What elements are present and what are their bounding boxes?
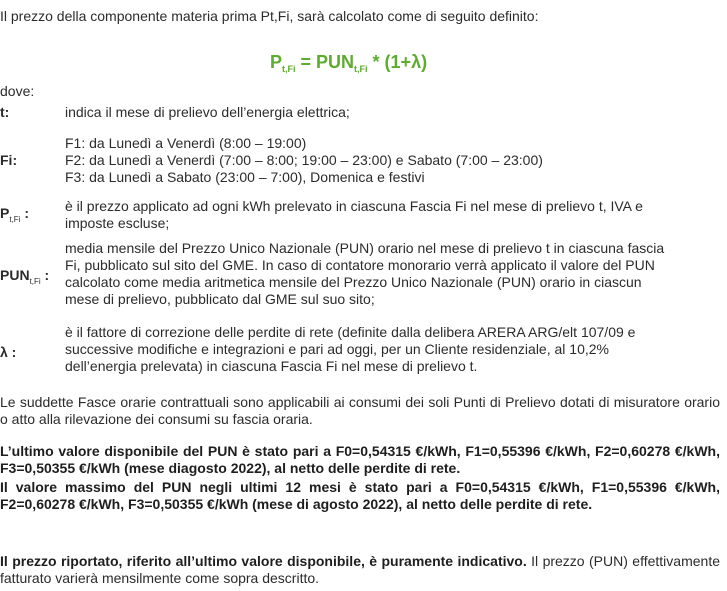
definition-pun-line-1: media mensile del Prezzo Unico Nazionale (PUN) orario nel mese di prelievo t in ciascuna fascia <box>65 240 665 256</box>
prezzo-riportato-normal: Il prezzo (PUN) effettivamente fatturato varierà mensilmente come sopra descritto. <box>0 553 720 586</box>
prezzo-riportato-bold: Il prezzo riportato, riferito all’ultimo valore disponibile, è puramente indicativo. <box>0 553 527 569</box>
intro-text: Il prezzo della componente materia prima Pt,Fi, sarà calcolato come di seguito definito: <box>0 8 539 24</box>
formula-pun-subscript: t,Fi <box>354 64 368 74</box>
definition-lambda-line-3: dell’energia prelevata) in ciascuna Fascia Fi nel mese di prelievo t. <box>65 358 478 374</box>
formula-p: P <box>270 52 283 72</box>
formula-equals-pun: = PUN <box>295 52 355 72</box>
price-formula <box>270 51 427 80</box>
prezzo-riportato-paragraph <box>0 553 720 587</box>
term-p <box>0 205 29 228</box>
definition-p-line-2: imposte escluse; <box>65 215 170 231</box>
fasce-paragraph: Le suddette Fasce orarie contrattuali sono applicabili ai consumi dei soli Punti di Prelievo dotati di misuratore orario o atto alla rilevazione dei consumi su fascia oraria. <box>0 394 720 427</box>
fascia-f2: F2: da Lunedì a Venerdì (7:00 – 8:00; 19:00 – 23:00) e Sabato (7:00 – 23:00) <box>65 152 543 168</box>
term-lambda: λ : <box>0 344 17 360</box>
term-pun-subscript: t,Fi <box>29 277 41 286</box>
definition-lambda <box>65 324 721 375</box>
definition-lambda-line-1: è il fattore di correzione delle perdite di rete (definite dalla delibera ARERA ARG/elt 107/09 e <box>65 324 636 340</box>
definition-p <box>65 198 721 232</box>
formula-rest: * (1+λ) <box>367 52 428 72</box>
term-pun <box>0 267 49 290</box>
term-p-colon: : <box>20 205 30 221</box>
fascia-f3: F3: da Lunedì a Sabato (23:00 – 7:00), Domenica e festivi <box>65 169 425 185</box>
definition-pun-line-4: mese di prelievo, pubblicato dal GME sul suo sito; <box>65 291 375 307</box>
formula-p-subscript: t,Fi <box>282 64 296 74</box>
definition-pun-line-2: Fi, pubblicato sul sito del GME. In caso di contatore monorario verrà applicato il valore del PUN <box>65 257 655 273</box>
term-p-subscript: t,Fi <box>9 215 21 224</box>
definition-lambda-line-2: successive modifiche e integrazioni e pari ad oggi, per un Cliente residenziale, al 10,2% <box>65 341 609 357</box>
definition-pun-line-3: calcolato come media aritmetica mensile del Prezzo Unico Nazionale (PUN) orario in ciascun <box>65 274 642 290</box>
definition-pun <box>65 240 721 308</box>
term-p-letter: P <box>0 205 10 221</box>
term-fi: Fi: <box>0 152 18 168</box>
term-pun-word: PUN <box>0 267 30 283</box>
dove-label: dove: <box>0 83 35 99</box>
valore-massimo-paragraph: Il valore massimo del PUN negli ultimi 12 mesi è stato pari a F0=0,54315 €/kWh, F1=0,55396 €/kWh, F2=0,60278 €/kWh, F3=0,50355 €/kWh (mese di agosto 2022), al netto delle perdite di rete. <box>0 479 720 512</box>
definition-p-line-1: è il prezzo applicato ad ogni kWh prelevato in ciascuna Fascia Fi nel mese di prelievo t, IVA e <box>65 198 643 214</box>
ultimo-valore-paragraph: L’ultimo valore disponibile del PUN è stato pari a F0=0,54315 €/kWh, F1=0,55396 €/kWh, F2=0,60278 €/kWh, F3=0,50355 €/kWh (mese diagosto 2022), al netto delle perdite di rete. <box>0 443 720 476</box>
fascia-f1: F1: da Lunedì a Venerdì (8:00 – 19:00) <box>65 135 307 151</box>
term-pun-colon: : <box>40 267 50 283</box>
term-t: t: <box>0 104 10 120</box>
definition-t: indica il mese di prelievo dell’energia elettrica; <box>65 104 350 120</box>
definition-fi <box>65 135 721 186</box>
